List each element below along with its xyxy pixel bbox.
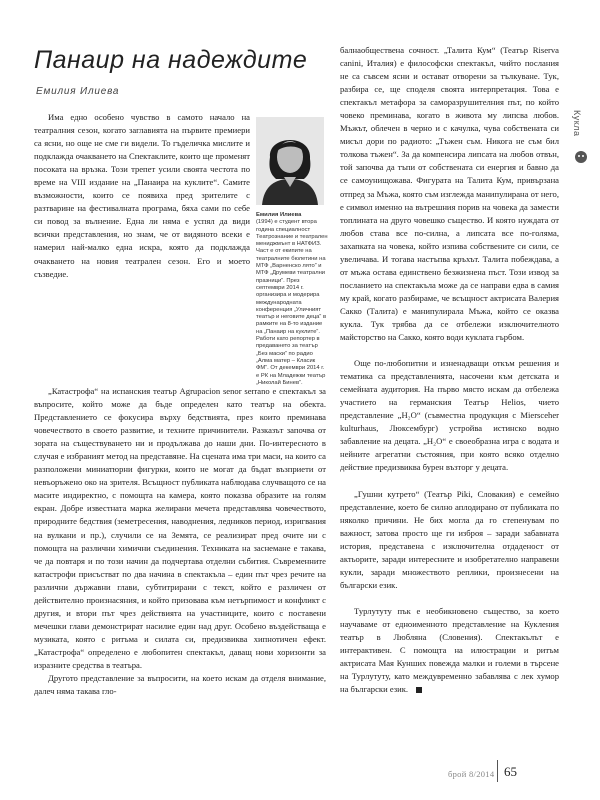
author-photo — [256, 117, 324, 205]
paragraph: Има едно особено чувство в самото начало на театралния сезон, когато заглавията на първите премиери са ясни, но още не сме ги видели. То гъделичка мислите и подклажда очакването на Спектаклите, които ще променят посоката на връзка. Този трепет усили своята честота по време на VIII издание на „Панаира на куклите“. Самите възможности, които се появиха пред зрителите с разтварине на фестивалната програма, бяха сами по себе си повод за вълнение. Една ли няма е успял да види всички представления, но знам, че от видяното всеки е намерил най-малко една искра, която да подклажда очакването на новия театрален сезон. Его и моето съзведие. — [34, 112, 250, 279]
paragraph-text: Турлутуту пък е необикновено същество, за което научаваме от едноименното представление на Кукления театър в Любляна (Словения). Спектакълът е интерактивен. С помощта на илюстрации и ритъм актрисата Мая Кунших повежда малки и големи в търсене на Турлутуту, като междувременно забавлява с лек хумор на български език. — [340, 605, 559, 695]
page-number: 65 — [504, 764, 517, 779]
puppet-head-icon — [574, 150, 588, 164]
caption-name: Емилия Илиева — [256, 212, 302, 218]
paragraph: балнаобществена сочност. „Талита Кум“ (Театър Riserva canini, Италия) е философски спектакъл, чийто послания не са съвсем ясни и остават отворени за тълкуване. Тук, разбира се, ще споделя своята интерпретация. Това е спектакъл метафора за саморазрушителния път, по който човеко преминава, когато в живота му липсва любов. Мъжът, облечен в черно и с качулка, чува собствената си мисъл дори по радиото: „Тъжен съм. Никога не съм бил толкова тъжен“. За да компенсира липсата на любов отвън, той започва да тъпи от собствената си енергия и бавно да се самоунищожава. Фигурата на Талита Кум, привързана отпред за Мъжа, която съм изглежда манипулирана от него, е символ именно на вътрешния порив на човека да замести топлината на друго човешко същество. И която нуждата от любов става все по-силна, а липсата все по-голяма, захапката на човека, който изпива собствените си сили, се увеличава. И тогава настъпва кръхът. Талита побеждава, а от мъжа остава единствено безжизнена пъст. Този извод за посланието на спектакъла може да се направи едва в самия му край, когато разбираме, че всъщност актрисата Валерия Сакко (Талита) е манипулирала Мъжа, който се оказва кукла. Тук трябва да се отбележи изключителното майсторство на Сакко, която води куклата гърбом. — [340, 45, 559, 343]
paragraph: Другото представление за въпросити, на което искам да отделя внимание, далеч няма такава гло- — [34, 673, 326, 697]
logo-text: Кукла — [572, 110, 582, 137]
author-bio-caption — [256, 212, 328, 387]
caption-text: (1994) е студент втора година специалност Театрознание и театрален мениджмънт в НАТФИЗ. Част е от екипите на театралните бюлетини на МТФ „Варненско лято“ и МТФ „Друмеви театрални празници“. През септември 2014 г. организира и модерира международната конференция „Уличният театър и неговите деца“ в рамките на 8-то издание на „Панаир на куклите“. Работи като репортер в предаването за театър „Без маски“ по радио „Алма матер – Класик ФМ“. От декември 2014 г. е РК на Младежки театър „Николай Бинев“. — [256, 219, 328, 386]
magazine-logo — [570, 110, 592, 200]
issue-number: брой 8/2014 — [448, 769, 495, 779]
footer-divider — [497, 760, 498, 782]
end-mark-icon — [416, 687, 422, 693]
paragraph — [340, 605, 559, 696]
left-column-top — [34, 111, 250, 281]
paragraph: „Гушни кутрето“ (Театър Piki, Словакия) е семейно представление, което бе силно аплодирано от публиката по няколко причини. Не бих могла да го степенувам по важност, затова просто ще ги изброя – заради забавната история, представена с изключителна отдаденост от актьорите, заради интересните и изобретателно направени кукли, заради множеството реплики, произнесени на български език. — [340, 488, 559, 590]
paragraph: „Катастрофа“ на испанския театър Agrupacion senor serrano е спектакъл за въпросите, който може да бъде определен като театър на обекта. Представлението се фокусира върху бедствията, през които преминава човечеството в своето развитие, и техните причинители. Разказът започва от зората на съществуването ни и продължава до наши дни. По-интересното в случая е избраният метод на представяне. На сцената има три маси, на които са разположени миниатюрни фигурки, които не могат да бъдат възприети от невъоръжено око на зрителя. Всъщност публиката наблюдава случващото се на масите индиректно, с помощта на камера, която показва образите на голям екран. Добре известната марка желирани мечета представлява човечеството, природните бедствия (земетресения, наводнения, ледников период, изригвания на вулкани и пр.), случили се на Земята, се реализират пред очите ни с помощта на различни химични съединения. Техниката на заснемане е такава, че да повтаря и по този начин да подчертава отделни събития. Съвременните катастрофи присъстват по два начина в спектакъла – един път чрез речите на различни държавни глави, субтитрирани с текст, който е различен от действително произнасяния, и който призовава към нетърпимост и конфликт с другия, и втори път чрез действията на участниците, които с поставени мечешки глави демонстрират насилие един над друг. Особено въздействаща е музиката, която с ритъма и силата си, предизвиква хипнотичен ефект. „Катастрофа“ определено е любопитен спектакъл, даващ нови хоризонти за изразните средства в театъра. — [34, 386, 326, 670]
right-column — [340, 44, 559, 696]
paragraph: Още по-любопитни и изненадващи откъм решения и тематика са представленията, насочени към детската и семейната аудитория. На първо място искам да отбележа участието на германския Театър Helios, чието представление „H₂O“ (съвместна продукция с Miersceher kulturhaus, Люксембург) устройва истинско водно забавление на децата. „H₂O“ е своеобразна игра с водата и нейните агрегатни състояния, при която всяко отделно действие предизвиква бурен възторг у децата. — [340, 358, 559, 473]
author-name: Емилия Илиева — [36, 86, 120, 97]
page-title: Панаир на надеждите — [34, 46, 308, 74]
author-portrait-image — [256, 117, 324, 205]
left-column-bottom — [34, 385, 326, 698]
